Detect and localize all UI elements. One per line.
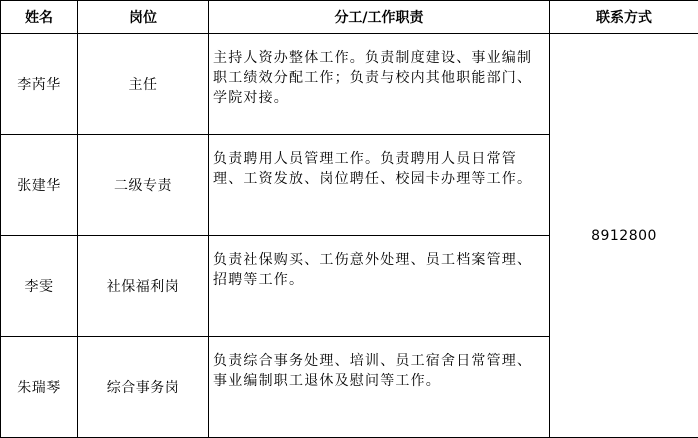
- staff-position: 社保福利岗: [78, 236, 209, 337]
- header-contact: 联系方式: [550, 1, 698, 34]
- header-row: [1, 1, 698, 34]
- header-duties: 分工/工作职责: [209, 1, 550, 34]
- staff-name: 张建华: [1, 135, 78, 236]
- table-row: [1, 34, 698, 135]
- header-name: 姓名: [1, 1, 78, 34]
- staff-name: 朱瑞琴: [1, 337, 78, 438]
- staff-name: 李芮华: [1, 34, 78, 135]
- staff-duties: 负责聘用人员管理工作。负责聘用人员日常管理、工资发放、岗位聘任、校园卡办理等工作。: [209, 135, 550, 236]
- staff-position: 二级专责: [78, 135, 209, 236]
- staff-duties: 负责综合事务处理、培训、员工宿舍日常管理、事业编制职工退休及慰问等工作。: [209, 337, 550, 438]
- staff-position: 主任: [78, 34, 209, 135]
- staff-duties: 负责社保购买、工伤意外处理、员工档案管理、招聘等工作。: [209, 236, 550, 337]
- staff-name: 李雯: [1, 236, 78, 337]
- contact-phone: 8912800: [550, 34, 698, 438]
- header-position: 岗位: [78, 1, 209, 34]
- staff-duties: 主持人资办整体工作。负责制度建设、事业编制职工绩效分配工作；负责与校内其他职能部门、学院对接。: [209, 34, 550, 135]
- staff-position: 综合事务岗: [78, 337, 209, 438]
